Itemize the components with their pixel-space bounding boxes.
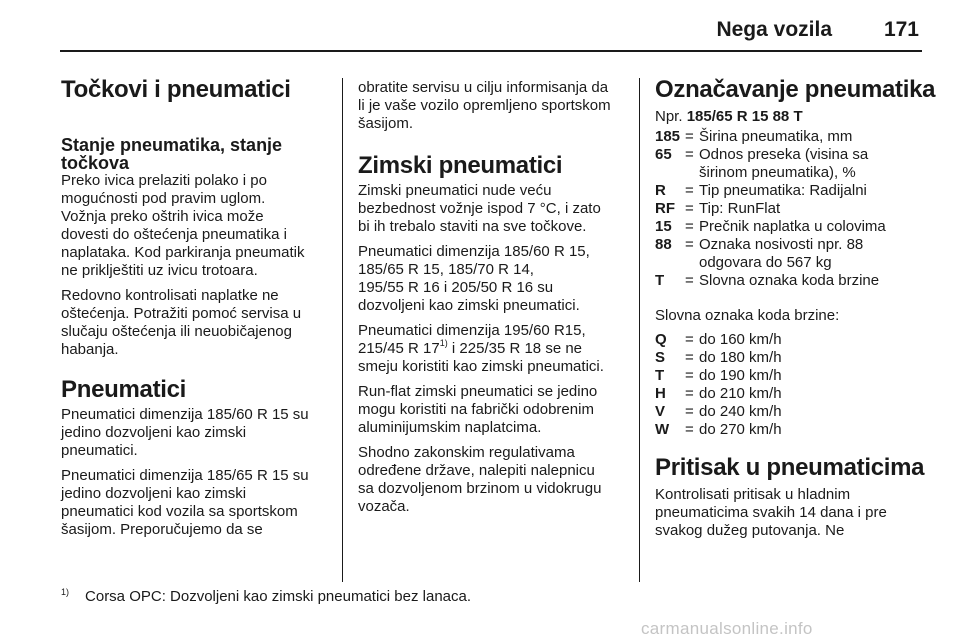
speed-value: do 160 km/h [699,331,782,348]
example-code: 185/65 R 15 88 T [686,108,803,125]
paragraph-tires-185-60 [61,406,331,460]
code-key: R [655,182,666,199]
speed-key: H [655,385,666,402]
text-line: Shodno zakonskim regulativama [358,444,575,461]
footnote [61,588,471,605]
section-title-tire-marking: Označavanje pneumatika [655,76,936,103]
section-title-winter-tires: Zimski pneumatici [358,152,563,179]
code-desc: Širina pneumatika, mm [699,128,853,145]
column-divider-1 [342,78,343,582]
text-line: smeju koristiti kao zimski pneumatici. [358,358,604,375]
speed-value: do 240 km/h [699,403,782,420]
equals-sign: = [685,367,694,384]
text-line: sa dozvoljenom brzinom u vidokrugu [358,480,602,497]
speed-key: V [655,403,666,420]
text-line: li je vaše vozilo opremljeno sportskom [358,97,611,114]
footnote-text: Corsa OPC: Dozvoljeni kao zimski pneumatici bez lanaca. [85,588,472,605]
speed-value: do 270 km/h [699,421,782,438]
footnote-reference: 1) [439,338,448,348]
text-line: aluminijumskim naplatcima. [358,419,542,436]
text-line: Kontrolisati pritisak u hladnim [655,486,851,503]
speed-value: do 180 km/h [699,349,782,366]
paragraph-kerbs [61,172,329,280]
text-line: ne priklještiti uz ivicu trotoara. [61,262,258,279]
text-line: obratite servisu u cilju informisanja da [358,79,609,96]
running-header-title: Nega vozila [716,18,832,41]
equals-sign: = [685,236,694,253]
text-line: 185/65 R 15, 185/70 R 14, [358,261,534,278]
text-line: Run-flat zimski pneumatici se jedino [358,383,598,400]
speed-code-intro: Slovna oznaka koda brzine: [655,307,840,324]
text-line: pneumatici kod vozila sa sportskom [61,503,298,520]
code-desc [699,236,925,272]
equals-sign: = [685,331,694,348]
equals-sign: = [685,146,694,163]
paragraph-check-pressure [655,486,925,540]
text-line: Preko ivica prelaziti polako i po [61,172,267,189]
text-line: jedino dozvoljeni kao zimski [61,424,247,441]
page-number: 171 [883,18,919,41]
section-title-tires-wheels: Točkovi i pneumatici [61,76,291,103]
subsection-title-line: točkova [61,153,130,173]
header-rule [60,50,922,52]
text-line: slučaju oštećenja ili neuobičajenog [61,323,292,340]
subsection-title-line: Stanje pneumatika, stanje [61,135,283,155]
equals-sign: = [685,128,694,145]
text-line: svakog dužeg putovanja. Ne [655,522,845,539]
paragraph-forbidden-sizes [358,322,628,376]
code-key: 15 [655,218,672,235]
code-key: RF [655,200,675,217]
subsection-title-condition [61,136,329,172]
text-line: Odnos preseka (visina sa [699,146,869,163]
tire-code-legend [655,128,925,290]
paragraph-winter-safety [358,182,628,236]
text-line: i 225/35 R 18 se ne [447,340,583,357]
equals-sign: = [685,200,694,217]
code-desc: Tip: RunFlat [699,200,781,217]
text-line: šasijom. [358,115,414,132]
footnote-mark: 1) [61,587,70,597]
text-line: određene države, nalepiti nalepnicu [358,462,595,479]
section-title-tire-pressure: Pritisak u pneumaticima [655,454,925,481]
code-key: 65 [655,146,672,163]
code-desc: Prečnik naplatka u colovima [699,218,886,235]
text-line: Vožnja preko oštrih ivica može [61,208,264,225]
speed-key: W [655,421,670,438]
section-title-tires: Pneumatici [61,376,187,403]
text-line: Pneumatici dimenzija 185/65 R 15 su [61,467,309,484]
speed-key: T [655,367,665,384]
text-line: Oznaka nosivosti npr. 88 [699,236,864,253]
text-line: jedino dozvoljeni kao zimski [61,485,247,502]
speed-value: do 190 km/h [699,367,782,384]
paragraph-inspect-rims [61,287,329,359]
text-line: 215/45 R 17 [358,340,440,357]
text-line: širinom pneumatika), % [699,164,856,181]
paragraph-speed-sticker [358,444,628,516]
text-line: pneumatici. [61,442,138,459]
text-line: mogu koristiti na fabrički odobrenim [358,401,594,418]
equals-sign: = [685,272,694,289]
speed-value: do 210 km/h [699,385,782,402]
code-desc: Tip pneumatika: Radijalni [699,182,867,199]
equals-sign: = [685,421,694,438]
equals-sign: = [685,349,694,366]
text-line: odgovara do 567 kg [699,254,832,271]
equals-sign: = [685,403,694,420]
text-line: pneumaticima svakih 14 dana i pre [655,504,887,521]
text-line: Pneumatici dimenzija 195/60 R15, [358,322,586,339]
text-line: Pneumatici dimenzija 185/60 R 15, [358,243,590,260]
text-line: Zimski pneumatici nude veću [358,182,552,199]
text-line: bi ih trebalo staviti na sve točkove. [358,218,587,235]
text-line: vozača. [358,498,410,515]
text-line: naplataka. Kod parkiranja pneumatik [61,244,305,261]
watermark: carmanualsonline.info [641,619,813,638]
column-divider-2 [639,78,640,582]
code-key: T [655,272,665,289]
equals-sign: = [685,182,694,199]
text-line: mogućnosti pod pravim uglom. [61,190,266,207]
text-line: Pneumatici dimenzija 185/60 R 15 su [61,406,309,423]
paragraph-runflat [358,383,628,437]
code-key: 185 [655,128,681,145]
text-line: oštećenja. Potražiti pomoć servisa u [61,305,302,322]
speed-key: Q [655,331,667,348]
text-line: dozvoljeni kao zimski pneumatici. [358,297,580,314]
code-desc [699,146,925,182]
paragraph-allowed-sizes [358,243,628,315]
speed-code-legend [655,331,925,439]
text-line: habanja. [61,341,119,358]
text-line: Redovno kontrolisati naplatke ne [61,287,279,304]
text-line: šasijom. Preporučujemo da se [61,521,263,538]
example-line [655,108,925,126]
example-prefix: Npr. [655,108,683,125]
text-line: 195/55 R 16 i 205/50 R 16 su [358,279,554,296]
equals-sign: = [685,385,694,402]
code-desc: Slovna oznaka koda brzine [699,272,880,289]
code-key: 88 [655,236,672,253]
speed-key: S [655,349,666,366]
equals-sign: = [685,218,694,235]
text-line: dovesti do oštećenja pneumatika i [61,226,287,243]
paragraph-tires-185-65 [61,467,331,539]
paragraph-continued [358,79,628,133]
text-line: bezbednost vožnje ispod 7 °C, i zato [358,200,601,217]
